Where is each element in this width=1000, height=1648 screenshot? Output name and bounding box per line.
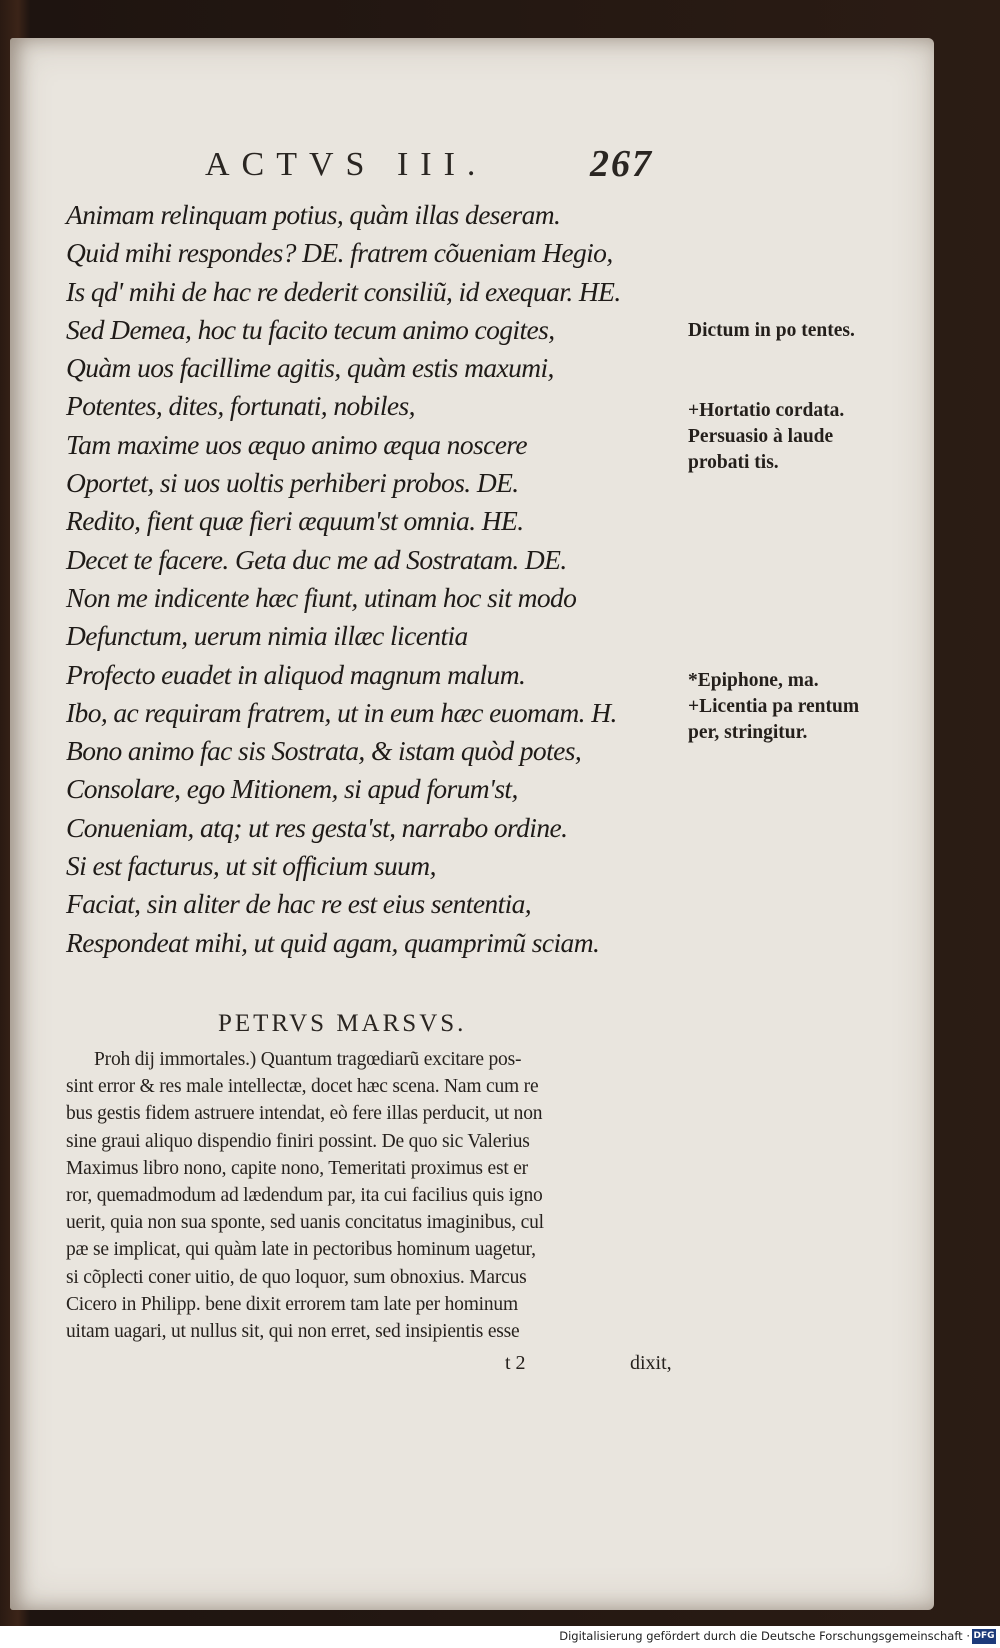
verse-line: Sed Demea, hoc tu facito tecum animo cogites, <box>66 313 555 345</box>
commentary-line: pæ se implicat, qui quàm late in pectoribus hominum uagetur, <box>66 1239 536 1261</box>
commentary-line: si cõplecti coner uitio, de quo loquor, sum obnoxius. Marcus <box>66 1266 527 1288</box>
commentary-line: Cicero in Philipp. bene dixit errorem tam late per hominum <box>66 1293 518 1315</box>
page-number: 267 <box>590 143 653 185</box>
verse-line: Conueniam, atq; ut res gesta'st, narrabo ordine. <box>66 811 568 843</box>
commentary-line: Maximus libro nono, capite nono, Temeritati proximus est er <box>66 1157 528 1179</box>
verse-line: Respondeat mihi, ut quid agam, quamprimũ sciam. <box>66 926 600 958</box>
verse-line: Decet te facere. Geta duc me ad Sostratam. DE. <box>66 543 567 575</box>
verse-line: Bono animo fac sis Sostrata, & istam quòd potes, <box>66 735 582 767</box>
verse-block <box>66 196 686 962</box>
dfg-logo-icon: DFG <box>972 1629 996 1644</box>
verse-line: Defunctum, uerum nimia illæc licentia <box>66 620 468 652</box>
verse-line: Profecto euadet in aliquod magnum malum. <box>66 658 526 690</box>
marginal-note: Dictum in po tentes. <box>688 320 855 341</box>
verse-line: Redito, fient quæ fieri æquum'st omnia. HE. <box>66 505 524 537</box>
running-head <box>150 143 670 190</box>
commentary-line: uerit, quia non sua sponte, sed uanis concitatus imaginibus, cul <box>66 1212 544 1234</box>
verse-line: Quàm uos facillime agitis, quàm estis maxumi, <box>66 352 554 384</box>
verse-line: Consolare, ego Mitionem, si apud forum'st, <box>66 773 518 805</box>
verse-line: Ibo, ac requiram fratrem, ut in eum hæc euomam. H. <box>66 696 617 728</box>
catchword: dixit, <box>630 1352 672 1374</box>
signature-mark: t 2 <box>505 1352 526 1374</box>
commentary-line: bus gestis fidem astruere intendat, eò fere illas perducit, ut non <box>66 1103 543 1125</box>
commentary-block <box>66 1046 702 1345</box>
verse-line: Oportet, si uos uoltis perhiberi probos. DE. <box>66 467 519 499</box>
commentary-line: sint error & res male intellectæ, docet hæc scena. Nam cum re <box>66 1076 539 1098</box>
commentary-line: sine graui aliquo dispendio finiri possint. De quo sic Valerius <box>66 1130 530 1152</box>
funding-credit: Digitalisierung gefördert durch die Deutsche Forschungsgemeinschaft · <box>559 1629 970 1643</box>
verse-line: Non me indicente hæc fiunt, utinam hoc sit modo <box>66 581 577 613</box>
footer-bar <box>0 1626 1000 1648</box>
marginal-note: +Hortatio cordata. Persuasio à laude probati tis. <box>688 400 845 473</box>
commentary-line: ror, quemadmodum ad lædendum par, ita cui facilius quis igno <box>66 1184 543 1206</box>
marginal-note: *Epiphone, ma. +Licentia pa rentum per, stringitur. <box>688 670 860 743</box>
verse-line: Potentes, dites, fortunati, nobiles, <box>66 390 415 422</box>
section-heading: PETRVS MARSVS. <box>218 1010 467 1037</box>
running-head-title: ACTVS III. <box>205 146 488 183</box>
verse-line: Animam relinquam potius, quàm illas deseram. <box>66 199 561 230</box>
verse-line: Is qd' mihi de hac re dederit consiliũ, id exequar. HE. <box>66 275 621 307</box>
commentary-line: Proh dij immortales.) Quantum tragœdiarũ excitare pos- <box>94 1049 522 1070</box>
verse-line: Si est facturus, ut sit officium suum, <box>66 850 436 882</box>
commentary-line: uitam uagari, ut nullus sit, qui non erret, sed insipientis esse <box>66 1320 520 1342</box>
verse-line: Tam maxime uos æquo animo æqua noscere <box>66 428 527 460</box>
verse-line: Faciat, sin aliter de hac re est eius sententia, <box>66 888 532 920</box>
verse-line: Quid mihi respondes? DE. fratrem cõueniam Hegio, <box>66 237 613 269</box>
